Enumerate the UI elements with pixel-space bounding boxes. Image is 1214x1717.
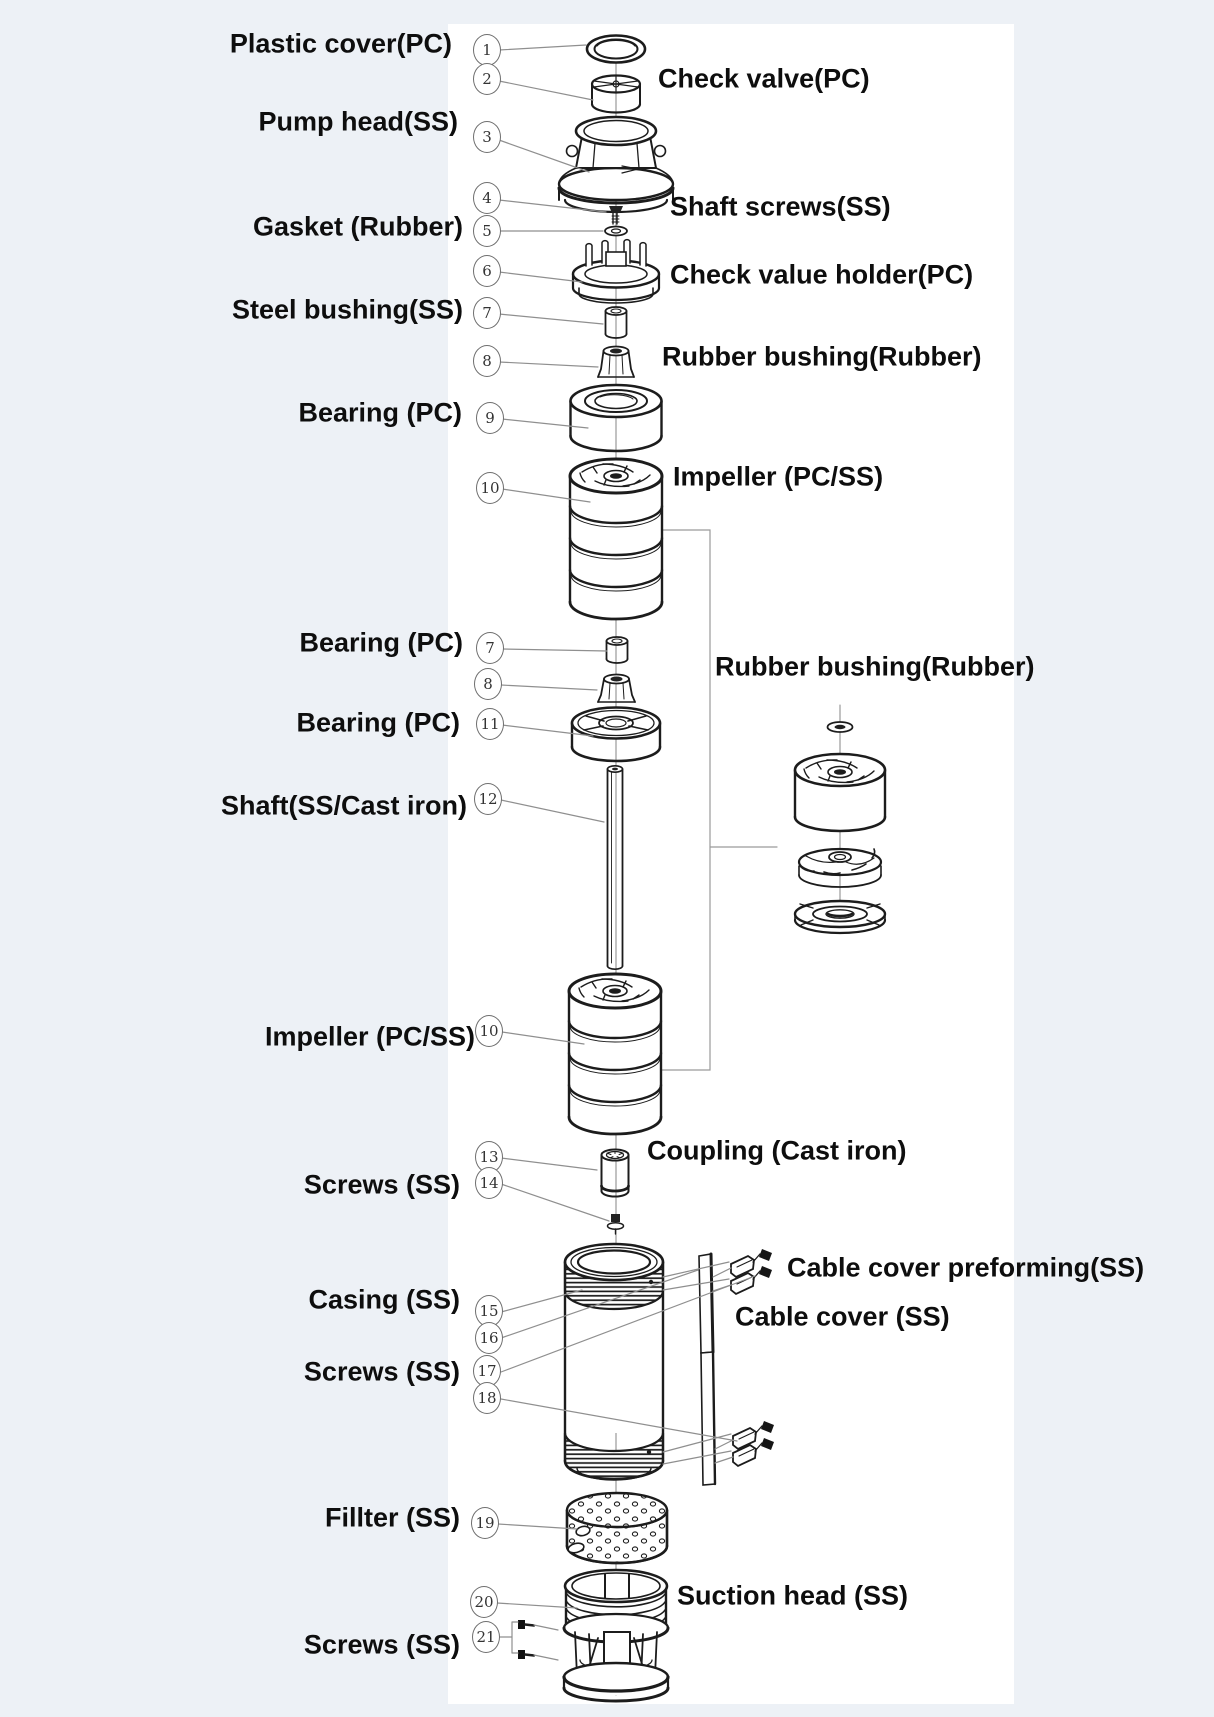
part-screws-bottom [518, 1620, 534, 1659]
callout-7: 7 [473, 297, 501, 329]
callout-21: 21 [472, 1621, 500, 1653]
part-casing [565, 1244, 663, 1480]
label-screws-bottom: Screws (SS) [303, 1629, 460, 1660]
label-cable-cover-preforming: Cable cover preforming(SS) [787, 1252, 1145, 1283]
part-suction-head [564, 1570, 668, 1701]
label-gasket: Gasket (Rubber) [252, 211, 463, 242]
part-impeller-stack-1 [570, 459, 662, 619]
label-screws-coupling: Screws (SS) [303, 1169, 460, 1200]
part-screw-coupling [608, 1214, 624, 1234]
callout-11: 11 [476, 708, 504, 740]
label-bearing-top: Bearing (PC) [298, 397, 462, 428]
callout-20: 20 [470, 1586, 498, 1618]
label-check-valve: Check valve(PC) [658, 63, 870, 94]
label-coupling: Coupling (Cast iron) [647, 1135, 907, 1166]
label-bearing-mid: Bearing (PC) [299, 627, 463, 658]
label-casing: Casing (SS) [308, 1284, 460, 1315]
part-cable-cover-preforming [731, 1249, 774, 1466]
part-filter [567, 1493, 667, 1563]
part-shaft [608, 766, 623, 969]
callout-7b: 7 [476, 632, 504, 664]
callout-17: 17 [473, 1355, 501, 1387]
callout-9: 9 [476, 402, 504, 434]
callout-10b: 10 [475, 1015, 503, 1047]
callout-6: 6 [473, 255, 501, 287]
part-coupling [602, 1150, 629, 1197]
callout-10: 10 [476, 472, 504, 504]
callout-2: 2 [473, 63, 501, 95]
callout-5: 5 [473, 215, 501, 247]
label-rubber-bushing-top: Rubber bushing(Rubber) [662, 341, 982, 372]
callout-18: 18 [473, 1382, 501, 1414]
label-fillter: Fillter (SS) [324, 1502, 460, 1533]
label-rubber-bushing-mid: Rubber bushing(Rubber) [715, 651, 1035, 682]
callout-3: 3 [473, 121, 501, 153]
callout-8b: 8 [474, 668, 502, 700]
callout-16: 16 [475, 1322, 503, 1354]
label-check-value-holder: Check value holder(PC) [670, 259, 974, 290]
part-bearing-mid [607, 637, 628, 663]
label-steel-bushing: Steel bushing(SS) [231, 294, 463, 325]
label-screws-casing: Screws (SS) [303, 1356, 460, 1387]
impeller-connector-line [660, 530, 777, 1070]
part-plastic-cover [587, 36, 645, 63]
callout-14: 14 [475, 1167, 503, 1199]
callout-19: 19 [471, 1507, 499, 1539]
part-impeller-stack-2 [569, 974, 661, 1134]
callout-4: 4 [473, 182, 501, 214]
part-cable-cover [699, 1254, 715, 1485]
label-pump-head: Pump head(SS) [258, 106, 458, 137]
label-plastic-cover: Plastic cover(PC) [229, 28, 452, 59]
label-shaft-screws: Shaft screws(SS) [670, 191, 891, 222]
callout-1: 1 [473, 34, 501, 66]
part-pump-head [559, 117, 673, 212]
label-shaft: Shaft(SS/Cast iron) [220, 790, 467, 821]
part-gasket [605, 227, 627, 236]
label-bearing-lower: Bearing (PC) [296, 707, 460, 738]
part-rubber-bushing-mid [598, 675, 635, 703]
label-impeller-left: Impeller (PC/SS) [264, 1021, 475, 1052]
label-suction-head: Suction head (SS) [677, 1580, 909, 1611]
callout-13: 13 [475, 1141, 503, 1173]
label-impeller-right: Impeller (PC/SS) [673, 461, 884, 492]
part-impeller-subassembly [795, 722, 885, 933]
callout-8: 8 [473, 345, 501, 377]
callout-12: 12 [474, 783, 502, 815]
label-cable-cover: Cable cover (SS) [735, 1301, 950, 1332]
callout-15: 15 [475, 1295, 503, 1327]
